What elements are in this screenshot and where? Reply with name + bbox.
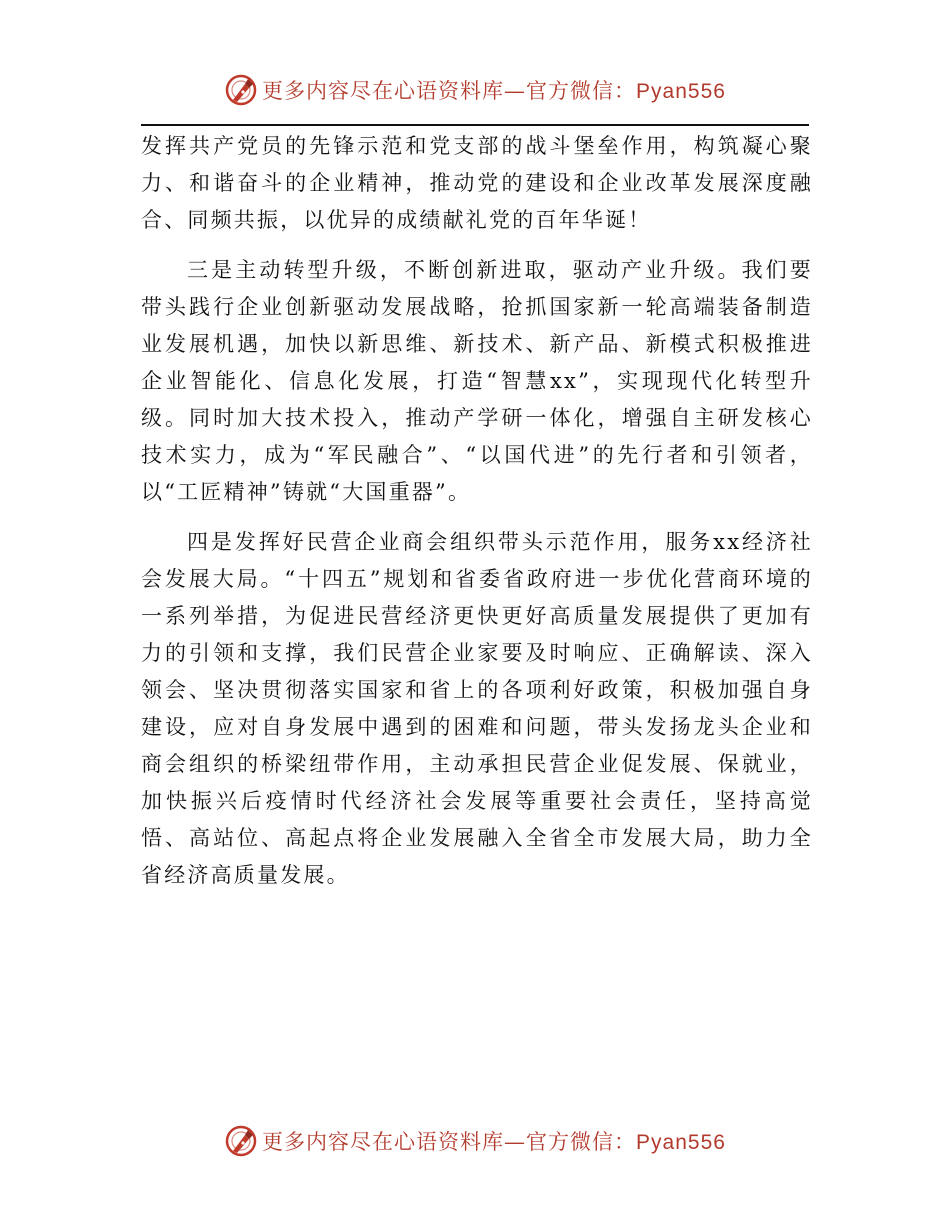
paragraph-continuation: 发挥共产党员的先锋示范和党支部的战斗堡垒作用，构筑凝心聚力、和谐奋斗的企业精神，推动党的建设和企业改革发展深度融合、同频共振，以优异的成绩献礼党的百年华诞！ — [141, 134, 813, 232]
header-banner-text: 更多内容尽在心语资料库—官方微信：Pyan556 — [262, 79, 726, 103]
header-rule — [141, 124, 809, 126]
pen-nib-circle-icon — [224, 73, 258, 107]
paragraph-four: 四是发挥好民营企业商会组织带头示范作用，服务xx经济社会发展大局。“十四五”规划和省委省政府进一步优化营商环境的一系列举措，为促进民营经济更快更好高质量发展提供了更加有力的引领和支撑，我们民营企业家要及时响应、正确解读、深入领会、坚决贯彻落实国家和省上的各项利好政策，积极加强自身建设，应对自身发展中遇到的困难和问题，带头发扬龙头企业和商会组织的桥梁纽带作用，主动承担民营企业促发展、保就业，加快振兴后疫情时代经济社会发展等重要社会责任，坚持高觉悟、高站位、高起点将企业发展融入全省全市发展大局，助力全省经济高质量发展。 — [141, 530, 813, 887]
wechat-id: Pyan556 — [636, 80, 726, 103]
pen-nib-circle-icon — [224, 1124, 258, 1158]
footer-banner — [0, 1121, 950, 1161]
wechat-id: Pyan556 — [636, 1131, 726, 1154]
footer-banner-text: 更多内容尽在心语资料库—官方微信：Pyan556 — [262, 1130, 726, 1154]
document-body — [141, 128, 813, 907]
paragraph-three: 三是主动转型升级，不断创新进取，驱动产业升级。我们要带头践行企业创新驱动发展战略，抢抓国家新一轮高端装备制造业发展机遇，加快以新思维、新技术、新产品、新模式积极推进企业智能化、信息化发展，打造“智慧xx”，实现现代化转型升级。同时加大技术投入，推动产学研一体化，增强自主研发核心技术实力，成为“军民融合”、“以国代进”的先行者和引领者，以“工匠精神”铸就“大国重器”。 — [141, 258, 813, 504]
header-banner — [0, 70, 950, 110]
